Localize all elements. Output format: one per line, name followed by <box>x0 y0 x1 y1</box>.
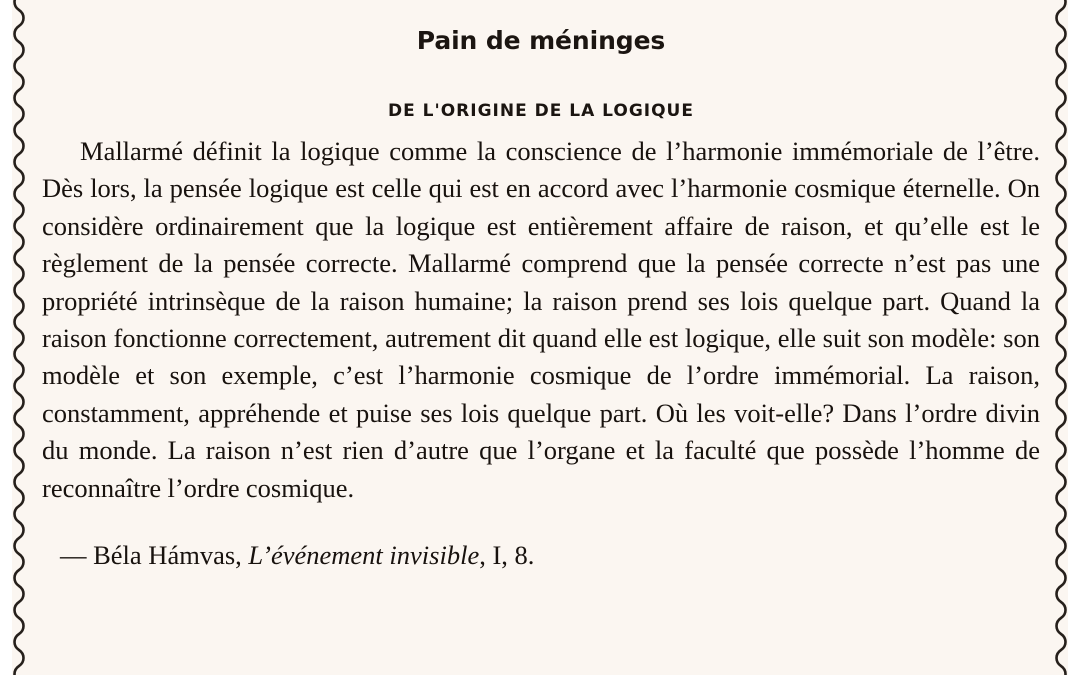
attribution-work-title: L’événement invisible <box>248 540 480 571</box>
attribution-line <box>42 507 1040 574</box>
attribution-locator: , I, 8. <box>479 540 535 571</box>
attribution-dash: — <box>60 540 87 571</box>
body-paragraph: Mallarmé définit la logique comme la conscience de l’harmonie immémoriale de l’être. Dès lors, la pensée logique est celle qui est en accord avec l’harmonie cosmique éternelle. On considère ordinairement que la logique est entièrement affaire de raison, et qu’elle est le règlement de la pensée correcte. Mallarmé comprend que la pensée correcte n’est pas une propriété intrinsèque de la raison humaine; la raison prend ses lois quelque part. Quand la raison fonctionne correctement, autrement dit quand elle est logique, elle suit son modèle: son modèle et son exemple, c’est l’harmonie cosmique de l’ordre immémorial. La raison, constamment, appréhende et puise ses lois quelque part. Où les voit-elle? Dans l’ordre divin du monde. La raison n’est rien d’autre que l’organe et la faculté que possède l’homme de reconnaître l’ordre cosmique. <box>42 136 1040 503</box>
right-gutter <box>1068 0 1080 675</box>
attribution-author: Béla Hámvas <box>93 540 236 571</box>
document-content <box>42 0 1040 675</box>
left-gutter <box>0 0 12 675</box>
attribution-separator: , <box>235 540 249 571</box>
section-subtitle: DE L'ORIGINE DE LA LOGIQUE <box>388 101 694 121</box>
page-title: Pain de méninges <box>416 26 666 55</box>
